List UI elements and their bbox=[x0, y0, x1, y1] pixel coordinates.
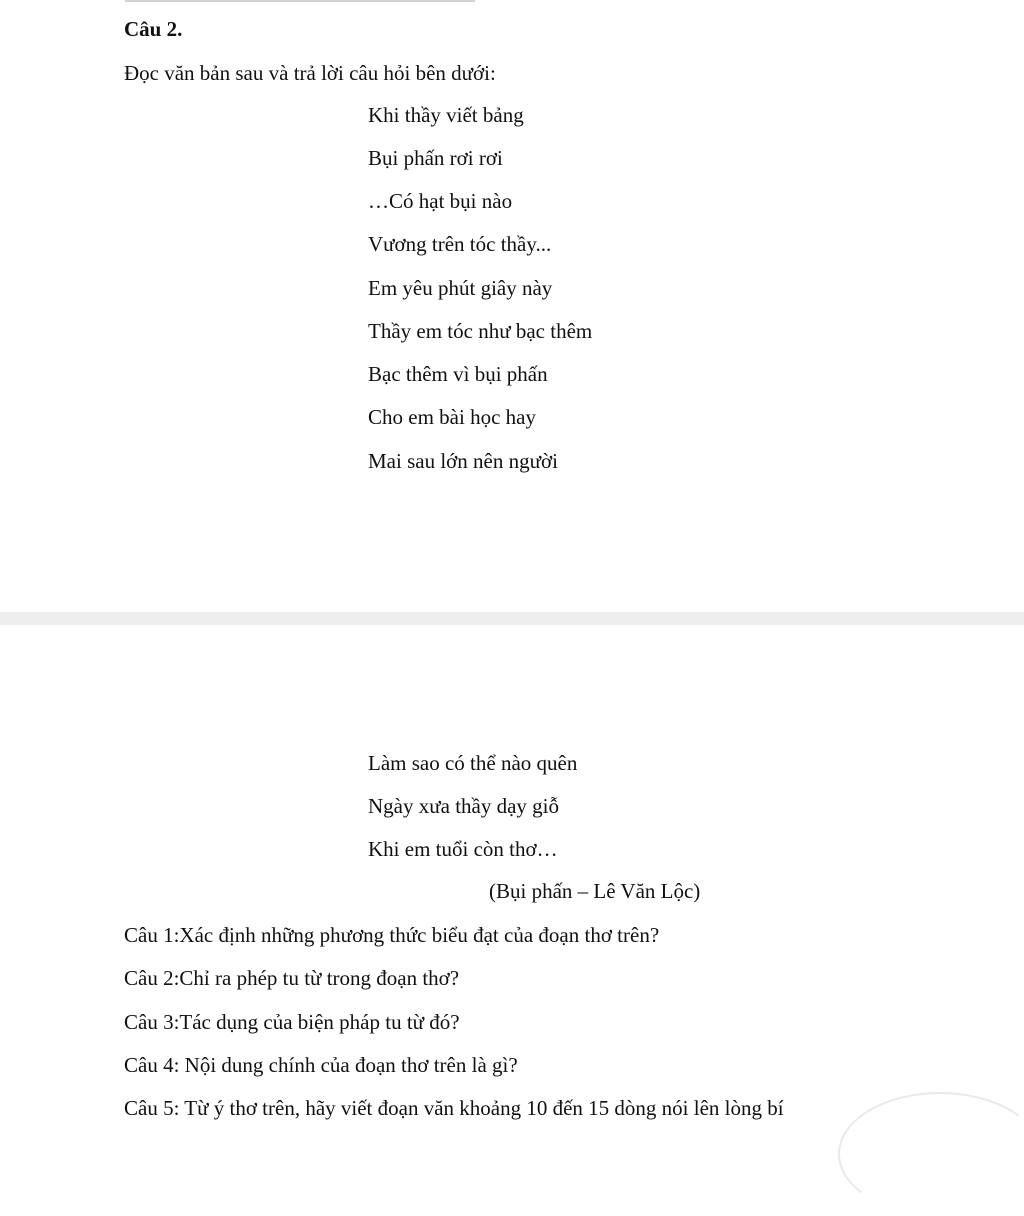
poem-line: Khi thầy viết bảng bbox=[368, 103, 524, 127]
question-3: Câu 3:Tác dụng của biện pháp tu từ đó? bbox=[124, 1010, 460, 1034]
poem-line: Thầy em tóc như bạc thêm bbox=[368, 319, 593, 343]
poem-line: Làm sao có thể nào quên bbox=[368, 751, 578, 775]
image-smudge bbox=[838, 1092, 1024, 1216]
poem-line: Ngày xưa thầy dạy giỗ bbox=[368, 794, 559, 818]
section-heading: Câu 2. bbox=[124, 17, 183, 41]
poem-line: …Có hạt bụi nào bbox=[368, 189, 513, 213]
poem-source: (Bụi phấn – Lê Văn Lộc) bbox=[489, 879, 701, 903]
poem-line: Vương trên tóc thầy... bbox=[368, 232, 552, 256]
question-2: Câu 2:Chỉ ra phép tu từ trong đoạn thơ? bbox=[124, 966, 460, 990]
page-separator bbox=[0, 612, 1024, 625]
poem-line: Bụi phấn rơi rơi bbox=[368, 146, 503, 170]
page-top-rule bbox=[125, 0, 475, 2]
poem-line: Cho em bài học hay bbox=[368, 405, 536, 429]
question-5: Câu 5: Từ ý thơ trên, hãy viết đoạn văn khoảng 10 đến 15 dòng nói lên lòng bí bbox=[124, 1096, 784, 1120]
instruction-text: Đọc văn bản sau và trả lời câu hỏi bên dưới: bbox=[124, 61, 496, 85]
poem-line: Bạc thêm vì bụi phấn bbox=[368, 362, 548, 386]
poem-line: Khi em tuổi còn thơ… bbox=[368, 837, 558, 861]
poem-line: Em yêu phút giây này bbox=[368, 276, 553, 300]
question-4: Câu 4: Nội dung chính của đoạn thơ trên là gì? bbox=[124, 1053, 518, 1077]
poem-line: Mai sau lớn nên người bbox=[368, 449, 558, 473]
question-1: Câu 1:Xác định những phương thức biểu đạt của đoạn thơ trên? bbox=[124, 923, 660, 947]
